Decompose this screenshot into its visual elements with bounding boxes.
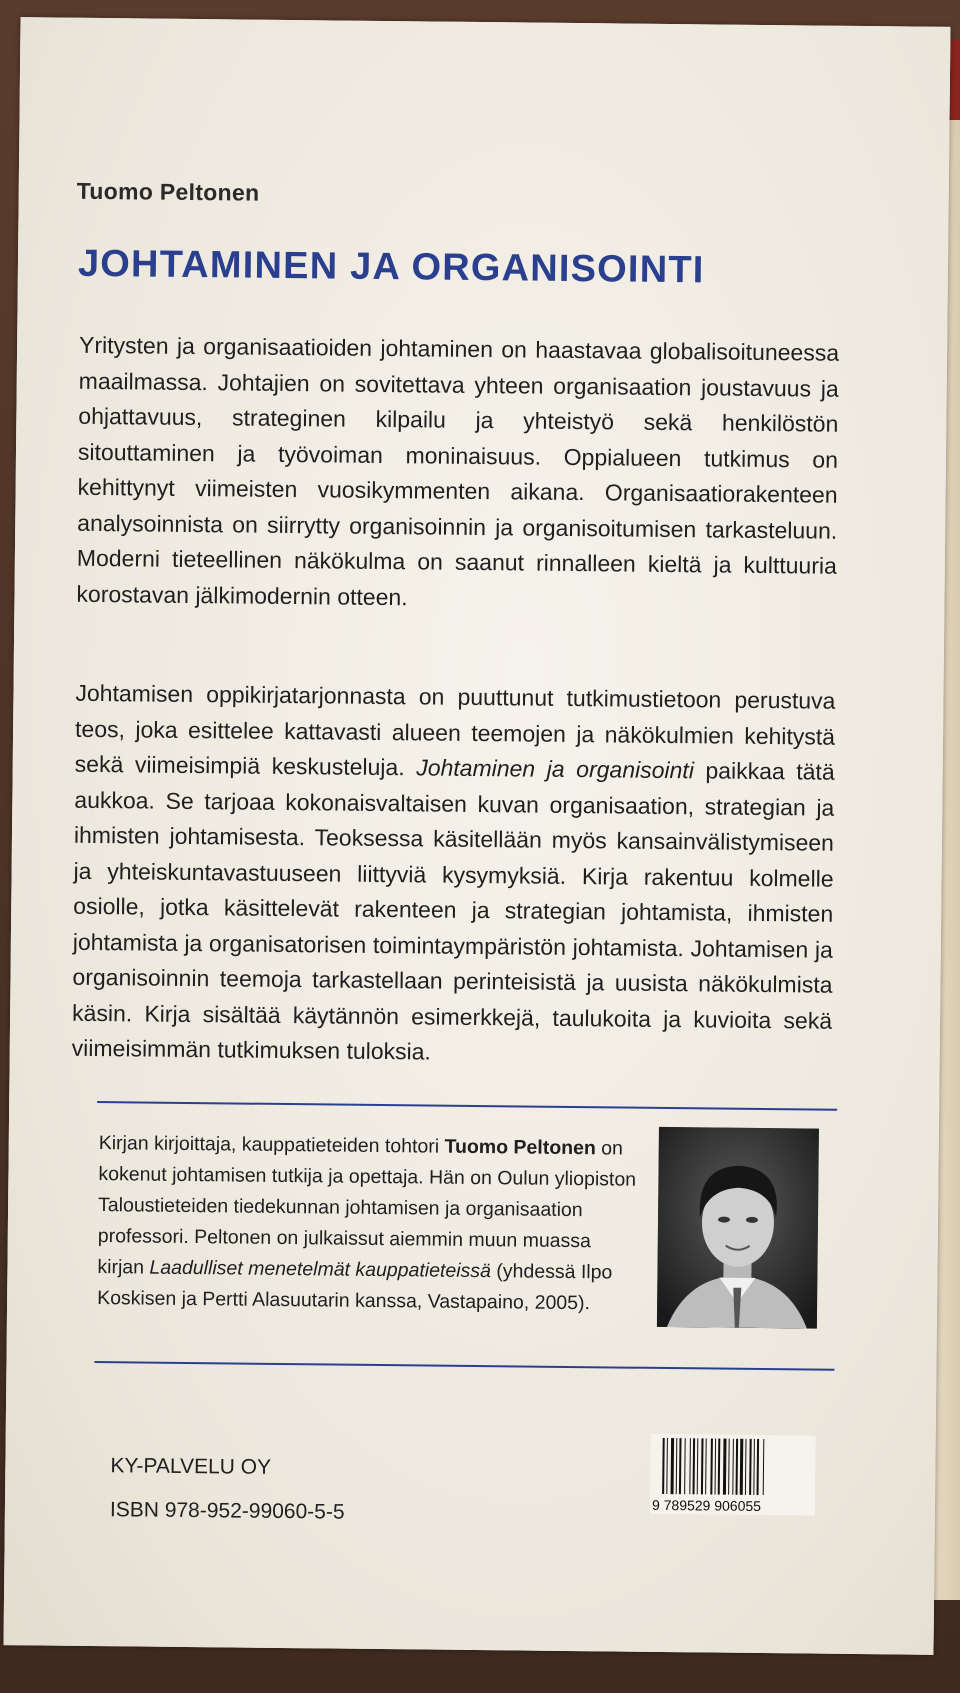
barcode	[650, 1434, 816, 1516]
divider-top	[97, 1101, 837, 1111]
isbn-number: ISBN 978-952-99060-5-5	[109, 1498, 345, 1524]
bio-book-title: Laadulliset menetelmät kauppatieteissä	[149, 1256, 492, 1283]
paragraph-2-end: paikkaa tätä aukkoa. Se tarjoaa kokonaisvaltaisen kuvan organisaation, strategian ja ihmisten johtamisesta. Teoksessa käsitellään myös kansainvälistymiseen ja yhteiskuntavastuuseen liittyviä kysymyksiä. Kirja rakentuu kolmelle osiolle, jotka käsittelevät rakenteen ja strategian johtamista, ihmisten johtamista ja organisatorisen toimintaympäristön johtamista. Johtamisen ja organisoinnin teemoja tarkastellaan perinteisistä ja uusista näkökulmista käsin. Kirja sisältää käytännön esimerkkejä, taulukoita ja kuvioita sekä viimeisimmän tutkimuksen tuloksia.	[71, 757, 835, 1065]
author-bio	[97, 1128, 644, 1320]
book-title: JOHTAMINEN JA ORGANISOINTI	[77, 242, 705, 292]
publisher-name: KY-PALVELU OY	[110, 1454, 272, 1479]
bio-body: on kokenut johtamisen tutkija ja opettaja. Hän on Oulun yliopiston Taloustieteiden tiedekunnan johtamisen ja organisaation professori. Peltonen on julkaissut aiemmin muun muassa kirjan	[97, 1137, 637, 1279]
description-paragraph-2	[72, 676, 836, 1074]
barcode-digits: 9 789529 906055	[651, 1496, 762, 1515]
bio-intro: Kirjan kirjoittaja, kauppatieteiden tohtori	[98, 1132, 445, 1158]
author-portrait-image	[657, 1127, 819, 1329]
bio-end: (yhdessä Ilpo Koskisen ja Pertti Alasuutarin kanssa, Vastapaino, 2005).	[97, 1260, 613, 1315]
book-back-cover	[4, 17, 951, 1655]
description-paragraph-1: Yritysten ja organisaatioiden johtaminen on haastavaa globalisoituneessa maailmassa. Johtajien on sovitettava yhteen organisaation joustavuus ja ohjattavuus, strateginen kilpailu ja yhteistyö sekä henkilöstön sitouttaminen ja työvoiman moninaisuus. Oppialueen tutkimus on kehittynyt viimeisten vuosikymmenten aikana. Organisaatiorakenteen analysoinnista on siirrytty organisoinnin ja organisoitumisen tarkasteluun. Moderni tieteellinen näkökulma on saanut rinnalleen kieltä ja kulttuuria korostavan jälkimodernin otteen.	[76, 331, 840, 610]
paragraph-2-start: Johtamisen oppikirjatarjonnasta on puuttunut tutkimustietoon perustuva teos, joka esittelee kattavasti alueen teemojen ja näkökulmien kehitystä sekä viimeisimpiä keskusteluja.	[74, 679, 836, 781]
barcode-image	[650, 1434, 816, 1516]
divider-bottom	[94, 1361, 834, 1371]
bio-author-name: Tuomo Peltonen	[444, 1135, 596, 1160]
paragraph-2-book-title: Johtaminen ja organisointi	[416, 754, 695, 784]
author-name: Tuomo Peltonen	[76, 177, 260, 206]
author-photo	[657, 1127, 819, 1329]
